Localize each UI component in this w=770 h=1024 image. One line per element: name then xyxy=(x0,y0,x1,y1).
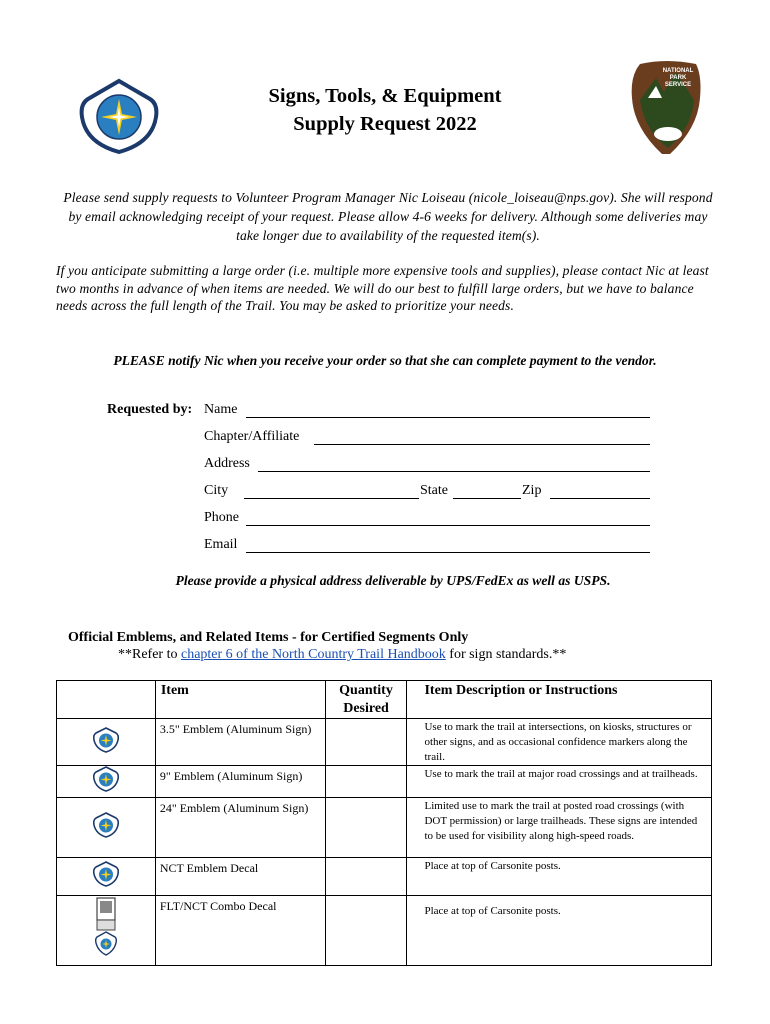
nct-emblem-icon xyxy=(93,860,119,888)
address-label: Address xyxy=(204,456,250,471)
nct-emblem-icon xyxy=(93,811,119,839)
table-row xyxy=(57,798,712,858)
email-label: Email xyxy=(204,537,238,552)
item-header: Item xyxy=(155,681,325,719)
email-field[interactable] xyxy=(246,538,650,553)
state-label: State xyxy=(420,483,448,498)
city-field[interactable] xyxy=(244,484,419,499)
item-name: 9" Emblem (Aluminum Sign) xyxy=(155,766,325,798)
phone-label: Phone xyxy=(204,510,239,525)
quantity-input-cell[interactable] xyxy=(325,798,407,858)
item-description: Use to mark the trail at major road crossings and at trailheads. xyxy=(407,766,712,798)
section-heading: Official Emblems, and Related Items - for Certified Segments Only xyxy=(68,630,469,645)
table-row xyxy=(57,858,712,896)
quantity-input-cell[interactable] xyxy=(325,719,407,766)
zip-field[interactable] xyxy=(550,484,650,499)
nct-emblem-icon xyxy=(93,766,119,792)
name-label: Name xyxy=(204,402,238,417)
handbook-link[interactable]: chapter 6 of the North Country Trail Handbook xyxy=(180,647,446,662)
state-field[interactable] xyxy=(453,484,521,499)
nct-emblem-icon xyxy=(93,727,119,753)
item-description: Place at top of Carsonite posts. xyxy=(407,896,712,966)
emblem-icon-cell xyxy=(57,896,156,966)
table-row xyxy=(57,766,712,798)
chapter-label: Chapter/Affiliate xyxy=(204,429,300,444)
icon-header xyxy=(57,681,156,719)
physical-address-note: Please provide a physical address deliverable by UPS/FedEx as well as USPS. xyxy=(175,573,611,588)
item-name: FLT/NCT Combo Decal xyxy=(155,896,325,966)
requested-by-label: Requested by: xyxy=(107,402,193,417)
item-description: Place at top of Carsonite posts. xyxy=(407,858,712,896)
city-label: City xyxy=(204,483,229,498)
refer-note: **Refer to chapter 6 of the North Country Trail Handbook for sign standards.** xyxy=(118,647,567,662)
flt-nct-combo-decal-icon xyxy=(93,897,119,959)
phone-field[interactable] xyxy=(246,511,650,526)
chapter-field[interactable] xyxy=(314,430,650,445)
item-description: Use to mark the trail at intersections, on kiosks, structures or other signs, and as occasional confidence markers along the trail. xyxy=(407,719,712,766)
emblem-icon-cell xyxy=(57,766,156,798)
table-row xyxy=(57,719,712,766)
emblem-icon-cell xyxy=(57,798,156,858)
name-field[interactable] xyxy=(246,403,650,418)
emblem-icon-cell xyxy=(57,858,156,896)
quantity-input-cell[interactable] xyxy=(325,858,407,896)
nps-logo-text: NATIONAL PARK SERVICE xyxy=(662,68,694,88)
quantity-header: Quantity Desired xyxy=(325,681,407,719)
address-field[interactable] xyxy=(258,457,650,472)
page-title: Signs, Tools, & Equipment Supply Request 2022 xyxy=(268,85,502,135)
quantity-input-cell[interactable] xyxy=(325,896,407,966)
notify-notice: PLEASE notify Nic when you receive your order so that she can complete payment to the vendor. xyxy=(113,353,657,368)
intro-paragraph-1: Please send supply requests to Volunteer Program Manager Nic Loiseau (nicole_loiseau@nps.gov). She will respond by email acknowledging receipt of your request. Please allow 4-6 weeks for delivery. Although some deliveries may take longer due to availability of the requested item(s). xyxy=(63,190,713,243)
item-name: 3.5" Emblem (Aluminum Sign) xyxy=(155,719,325,766)
item-name: 24" Emblem (Aluminum Sign) xyxy=(155,798,325,858)
item-name: NCT Emblem Decal xyxy=(155,858,325,896)
emblem-icon-cell xyxy=(57,719,156,766)
items-table xyxy=(56,680,712,966)
description-header: Item Description or Instructions xyxy=(407,681,712,719)
item-description: Limited use to mark the trail at posted road crossings (with DOT permission) or large trailheads. These signs are intended to be used for visibility along high-speed roads. xyxy=(407,798,712,858)
intro-paragraph-2: If you anticipate submitting a large order (i.e. multiple more expensive tools and supplies), please contact Nic at least two months in advance of when items are needed. We will do our best to fulfill large orders, but we have to balance needs across the full length of the Trail. You may be asked to prioritize your needs. xyxy=(56,263,709,313)
quantity-input-cell[interactable] xyxy=(325,766,407,798)
zip-label: Zip xyxy=(522,483,542,498)
table-header-row xyxy=(57,681,712,719)
table-row xyxy=(57,896,712,966)
